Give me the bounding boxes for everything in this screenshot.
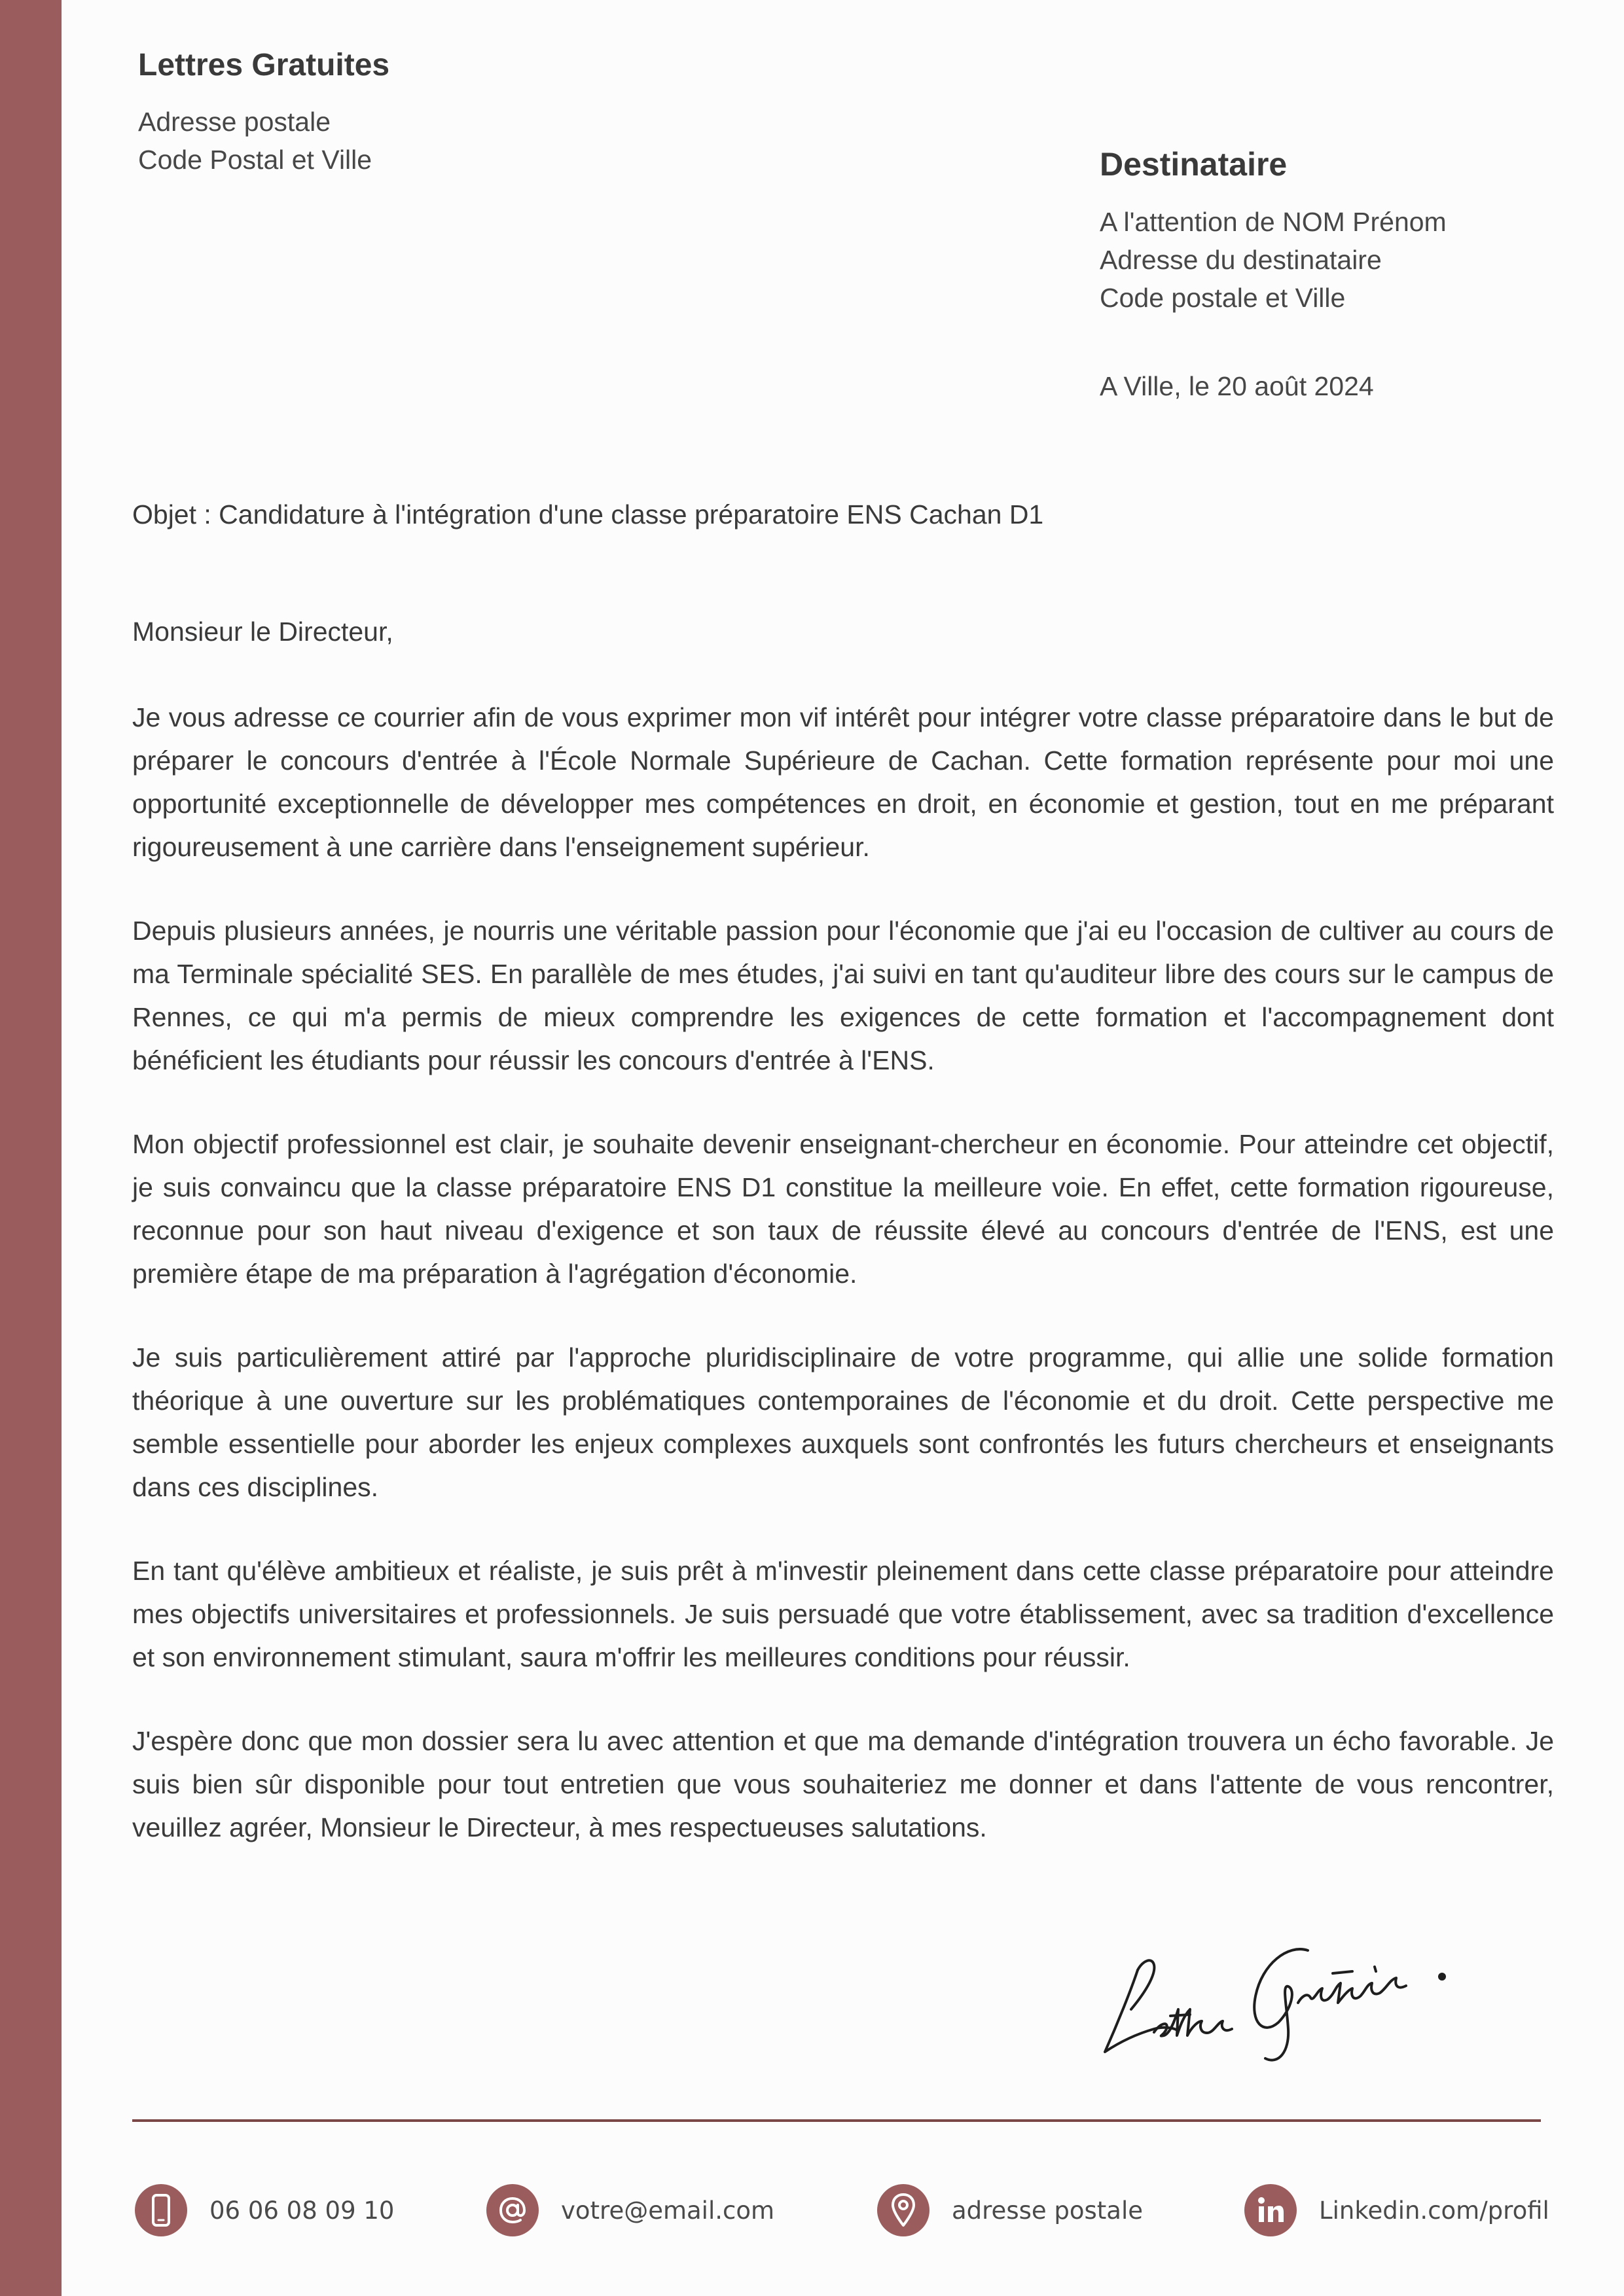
recipient-city: Code postale et Ville [1100, 283, 1346, 313]
letter-body [132, 696, 1554, 1890]
recipient-title: Destinataire [1100, 146, 1288, 183]
sender-address: Adresse postale [138, 107, 331, 137]
body-paragraph: En tant qu'élève ambitieux et réaliste, je suis prêt à m'investir pleinement dans cette classe préparatoire pour atteindre mes objectifs universitaires et professionnels. Je suis persuadé que votre établissement, avec sa tradition d'excellence et son environnement stimulant, saura m'offrir les meilleures conditions pour réussir. [132, 1556, 1554, 1672]
body-paragraph: Je suis particulièrement attiré par l'approche pluridisciplinaire de votre programme, qui allie une solide formation théorique à une ouverture sur les problématiques contemporaines de l'économie et du droit. Cette perspective me semble essentielle pour aborder les enjeux complexes auxquels sont confrontés les futurs chercheurs et enseignants dans ces disciplines. [132, 1342, 1554, 1502]
contact-address [877, 2184, 1143, 2236]
side-accent-band [0, 0, 62, 2296]
phone-number: 06 06 08 09 10 [209, 2196, 395, 2225]
at-sign-icon [486, 2184, 539, 2236]
linkedin-icon [1244, 2184, 1297, 2236]
postal-address: adresse postale [952, 2196, 1144, 2225]
phone-icon [135, 2184, 187, 2236]
body-paragraph: Depuis plusieurs années, je nourris une véritable passion pour l'économie que j'ai eu l'occasion de cultiver au cours de ma Terminale spécialité SES. En parallèle de mes études, j'ai suivi en tant qu'auditeur libre des cours sur le campus de Rennes, ce qui m'a permis de mieux comprendre les exigences de cette formation et l'accompagnement dont bénéficient les étudiants pour réussir les concours d'entrée à l'ENS. [132, 916, 1554, 1075]
body-paragraph: Mon objectif professionnel est clair, je souhaite devenir enseignant-chercheur en économie. Pour atteindre cet objectif, je suis convaincu que la classe préparatoire ENS D1 constitue la meilleure voie. En effet, cette formation rigoureuse, reconnue pour son haut niveau d'exigence et son taux de réussite élevé au concours d'entrée de l'ENS, est une première étape de ma préparation à l'agrégation d'économie. [132, 1129, 1554, 1289]
footer-divider [132, 2119, 1541, 2122]
location-pin-icon [877, 2184, 929, 2236]
recipient-address: Adresse du destinataire [1100, 245, 1382, 275]
letter-date: A Ville, le 20 août 2024 [1100, 371, 1374, 401]
signature-drawing [1092, 1911, 1485, 2081]
linkedin-url: Linkedin.com/profil [1319, 2196, 1549, 2225]
email-address: votre@email.com [561, 2196, 775, 2225]
letter-salutation: Monsieur le Directeur, [132, 617, 393, 647]
sender-block [138, 47, 389, 179]
sender-city: Code Postal et Ville [138, 145, 372, 175]
recipient-block [1100, 145, 1447, 317]
contact-phone [135, 2184, 394, 2236]
handwritten-signature [1092, 1911, 1485, 2081]
sender-name: Lettres Gratuites [138, 48, 390, 82]
recipient-attention: A l'attention de NOM Prénom [1100, 207, 1447, 237]
body-paragraph: J'espère donc que mon dossier sera lu avec attention et que ma demande d'intégration trouvera un écho favorable. Je suis bien sûr disponible pour tout entretien que vous souhaiteriez me donner et dans l'attente de vous rencontrer, veuillez agréer, Monsieur le Directeur, à mes respectueuses salutations. [132, 1726, 1554, 1842]
letter-subject: Objet : Candidature à l'intégration d'une classe préparatoire ENS Cachan D1 [132, 499, 1044, 529]
body-paragraph: Je vous adresse ce courrier afin de vous exprimer mon vif intérêt pour intégrer votre classe préparatoire dans le but de préparer le concours d'entrée à l'École Normale Supérieure de Cachan. Cette formation représente pour moi une opportunité exceptionnelle de développer mes compétences en droit, en économie et gestion, tout en me préparant rigoureusement à une carrière dans l'enseignement supérieur. [132, 702, 1554, 862]
contact-linkedin [1244, 2184, 1549, 2236]
contact-email [486, 2184, 774, 2236]
